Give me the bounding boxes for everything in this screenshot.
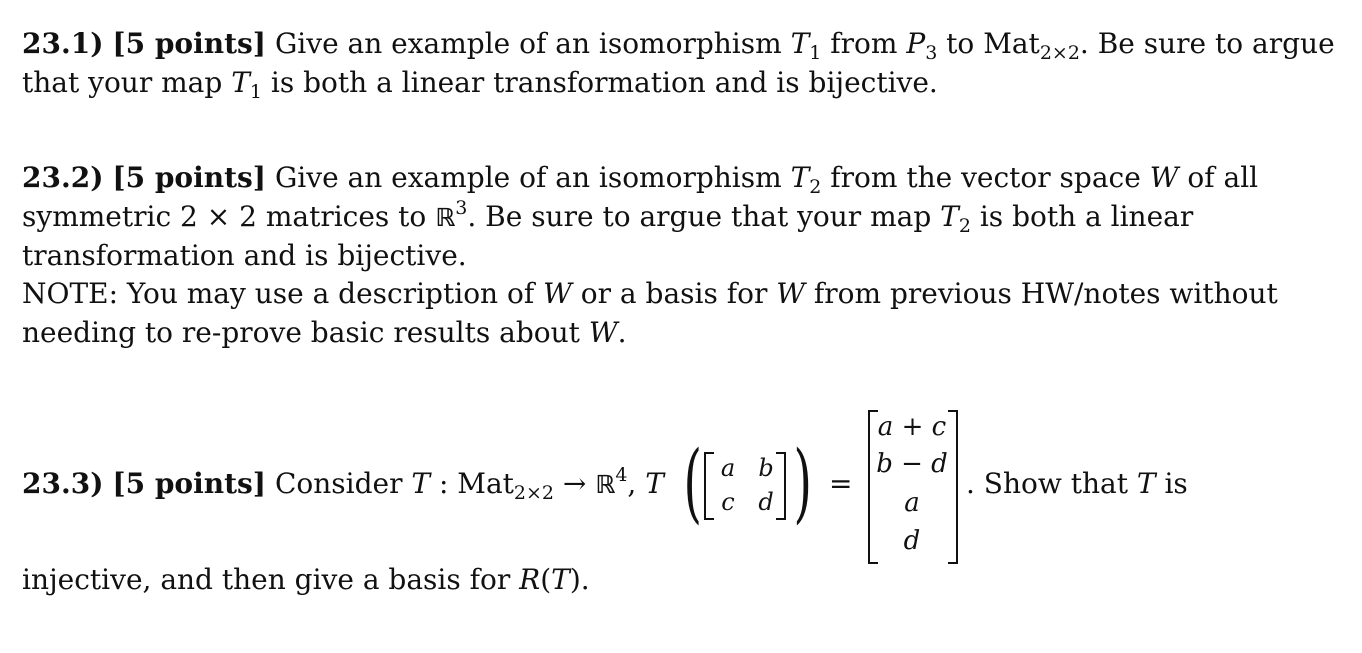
map-t2: T: [940, 200, 959, 233]
problem-3-text: is: [1155, 467, 1188, 500]
reals-superscript: 4: [615, 464, 628, 486]
input-matrix-c: c: [721, 488, 735, 516]
output-vector-entry: b − d: [876, 449, 948, 479]
map-t2-subscript: 2: [958, 215, 971, 237]
input-matrix-right-bracket: [776, 452, 786, 520]
reals-superscript: 3: [455, 197, 468, 219]
space-p3: P: [906, 27, 926, 60]
map-t: T: [645, 467, 664, 500]
map-t2-subscript: 2: [809, 176, 822, 198]
reals-symbol: ℝ: [435, 203, 456, 232]
problem-3-line-2: [22, 562, 590, 598]
arrow-symbol: →: [554, 467, 596, 500]
map-t1-subscript: 1: [809, 42, 822, 64]
problem-1-text: is both a linear transformation and is bijective.: [261, 66, 938, 99]
map-t: T: [411, 467, 431, 500]
problem-3-text: . Show that: [966, 467, 1137, 500]
output-vector-entry: a + c: [877, 412, 947, 442]
problem-1-text: to Mat: [937, 27, 1040, 60]
problem-2-text: Give an example of an isomorphism: [274, 161, 791, 194]
paren-close: ).: [569, 563, 590, 596]
problem-1-text: Give an example of an isomorphism: [274, 27, 791, 60]
mat-subscript: 2×2: [513, 482, 555, 504]
map-t1: T: [790, 27, 810, 60]
problem-3-text: Consider: [274, 467, 412, 500]
output-vector-entry: d: [903, 526, 921, 556]
problem-2-number: 23.2): [22, 161, 104, 194]
problem-3-number: 23.3): [22, 467, 104, 500]
mat-subscript: 2×2: [1039, 42, 1080, 64]
note-text: NOTE: You may use a description of: [22, 277, 544, 310]
reals-symbol: ℝ: [595, 470, 616, 499]
map-t: T: [1136, 467, 1156, 500]
problem-2-text: of all: [1178, 161, 1259, 194]
problem-3-text: : Mat: [430, 467, 514, 500]
problem-3-text: ,: [627, 467, 646, 500]
space-w: W: [1149, 161, 1179, 194]
problem-3-line-1-right: [966, 466, 1188, 502]
problem-3-points: [5 points]: [112, 467, 267, 500]
problem-2-text: symmetric 2 × 2 matrices to: [22, 200, 436, 233]
problem-1-text: from: [821, 27, 907, 60]
note-text: .: [617, 316, 627, 349]
space-w: W: [776, 277, 806, 310]
note-text: needing to re-prove basic results about: [22, 316, 589, 349]
problem-2-text: from the vector space: [821, 161, 1150, 194]
left-paren: (: [683, 433, 703, 533]
problem-2-text: . Be sure to argue that your map: [467, 200, 941, 233]
right-paren: ): [793, 433, 813, 533]
range-r: R: [519, 563, 541, 596]
problem-1-number: 23.1): [22, 27, 104, 60]
paren-open: (: [540, 563, 552, 596]
problem-1-text: that your map: [22, 66, 232, 99]
problem-1-points: [5 points]: [112, 27, 267, 60]
input-matrix-left-bracket: [704, 452, 714, 520]
equals-sign: =: [829, 467, 853, 500]
space-w: W: [543, 277, 572, 310]
input-matrix-d: d: [758, 488, 774, 516]
problem-3-text: injective, and then give a basis for: [22, 563, 520, 596]
input-matrix-a: a: [720, 454, 736, 482]
note-text: or a basis for: [571, 277, 777, 310]
space-p3-subscript: 3: [925, 42, 938, 64]
input-matrix-b: b: [758, 454, 774, 482]
problem-2-text: is both a linear: [970, 200, 1194, 233]
map-t2: T: [790, 161, 810, 194]
map-t: T: [551, 563, 570, 596]
space-w: W: [588, 316, 618, 349]
output-vector-entry: a: [904, 488, 920, 518]
problem-2-text: transformation and is bijective.: [22, 239, 467, 272]
map-t1: T: [231, 66, 250, 99]
note-text: from previous HW/notes without: [805, 277, 1278, 310]
problem-1-text: . Be sure to argue: [1079, 27, 1335, 60]
map-t1-subscript: 1: [249, 81, 262, 103]
problem-2-points: [5 points]: [112, 161, 267, 194]
